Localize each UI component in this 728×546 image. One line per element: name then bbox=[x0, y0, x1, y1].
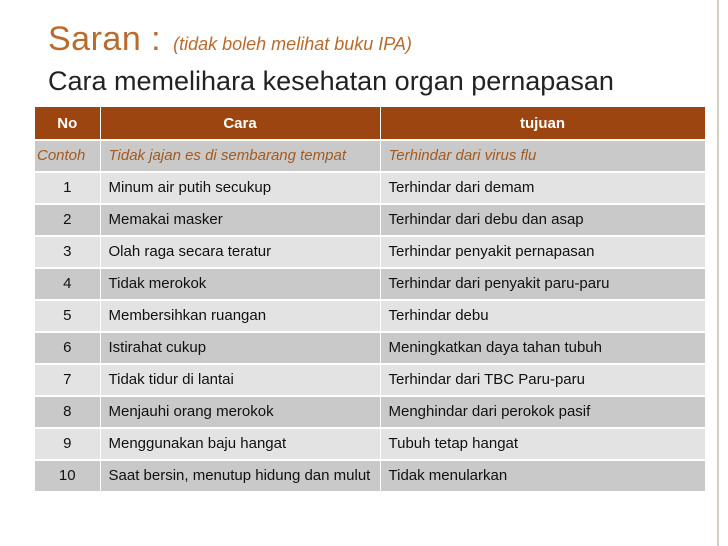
cell-tujuan: Tubuh tetap hangat bbox=[380, 428, 705, 460]
table-row bbox=[35, 204, 705, 236]
cell-cara: Tidak tidur di lantai bbox=[100, 364, 380, 396]
cell-cara: Membersihkan ruangan bbox=[100, 300, 380, 332]
cell-tujuan: Terhindar dari debu dan asap bbox=[380, 204, 705, 236]
table-row bbox=[35, 396, 705, 428]
cell-tujuan: Terhindar dari penyakit paru-paru bbox=[380, 268, 705, 300]
cell-tujuan: Tidak menularkan bbox=[380, 460, 705, 491]
cell-no: 2 bbox=[35, 204, 100, 236]
cell-tujuan: Terhindar debu bbox=[380, 300, 705, 332]
care-table bbox=[35, 107, 706, 491]
table-header-row bbox=[35, 107, 705, 140]
cell-no: 7 bbox=[35, 364, 100, 396]
column-header-cara: Cara bbox=[100, 107, 380, 140]
cell-tujuan: Meningkatkan daya tahan tubuh bbox=[380, 332, 705, 364]
cell-cara: Memakai masker bbox=[100, 204, 380, 236]
table-row bbox=[35, 332, 705, 364]
cell-no: 5 bbox=[35, 300, 100, 332]
cell-cara: Minum air putih secukup bbox=[100, 172, 380, 204]
cell-no: 1 bbox=[35, 172, 100, 204]
cell-no: 8 bbox=[35, 396, 100, 428]
cell-cara: Saat bersin, menutup hidung dan mulut bbox=[100, 460, 380, 491]
table-row bbox=[35, 364, 705, 396]
table-row bbox=[35, 460, 705, 491]
cell-cara: Menjauhi orang merokok bbox=[100, 396, 380, 428]
cell-no: 3 bbox=[35, 236, 100, 268]
table-row bbox=[35, 236, 705, 268]
cell-cara: Istirahat cukup bbox=[100, 332, 380, 364]
cell-no: 6 bbox=[35, 332, 100, 364]
cell-no: 9 bbox=[35, 428, 100, 460]
cell-cara: Tidak merokok bbox=[100, 268, 380, 300]
slide-title bbox=[48, 20, 412, 59]
slide-subtitle: Cara memelihara kesehatan organ pernapasan bbox=[48, 66, 614, 96]
table-row bbox=[35, 172, 705, 204]
cell-cara: Olah raga secara teratur bbox=[100, 236, 380, 268]
column-header-no: No bbox=[35, 107, 100, 140]
table-row bbox=[35, 300, 705, 332]
cell-tujuan: Terhindar dari virus flu bbox=[380, 140, 705, 172]
cell-no: Contoh bbox=[35, 140, 100, 172]
title-note: (tidak boleh melihat buku IPA) bbox=[173, 34, 412, 54]
cell-tujuan: Terhindar dari TBC Paru-paru bbox=[380, 364, 705, 396]
cell-cara: Tidak jajan es di sembarang tempat bbox=[100, 140, 380, 172]
cell-tujuan: Menghindar dari perokok pasif bbox=[380, 396, 705, 428]
table-row bbox=[35, 268, 705, 300]
slide-edge-line bbox=[717, 0, 719, 546]
column-header-tujuan: tujuan bbox=[380, 107, 705, 140]
cell-tujuan: Terhindar penyakit pernapasan bbox=[380, 236, 705, 268]
cell-cara: Menggunakan baju hangat bbox=[100, 428, 380, 460]
table-row bbox=[35, 428, 705, 460]
title-main: Saran : bbox=[48, 20, 162, 58]
cell-no: 4 bbox=[35, 268, 100, 300]
cell-tujuan: Terhindar dari demam bbox=[380, 172, 705, 204]
cell-no: 10 bbox=[35, 460, 100, 491]
example-row bbox=[35, 140, 705, 172]
